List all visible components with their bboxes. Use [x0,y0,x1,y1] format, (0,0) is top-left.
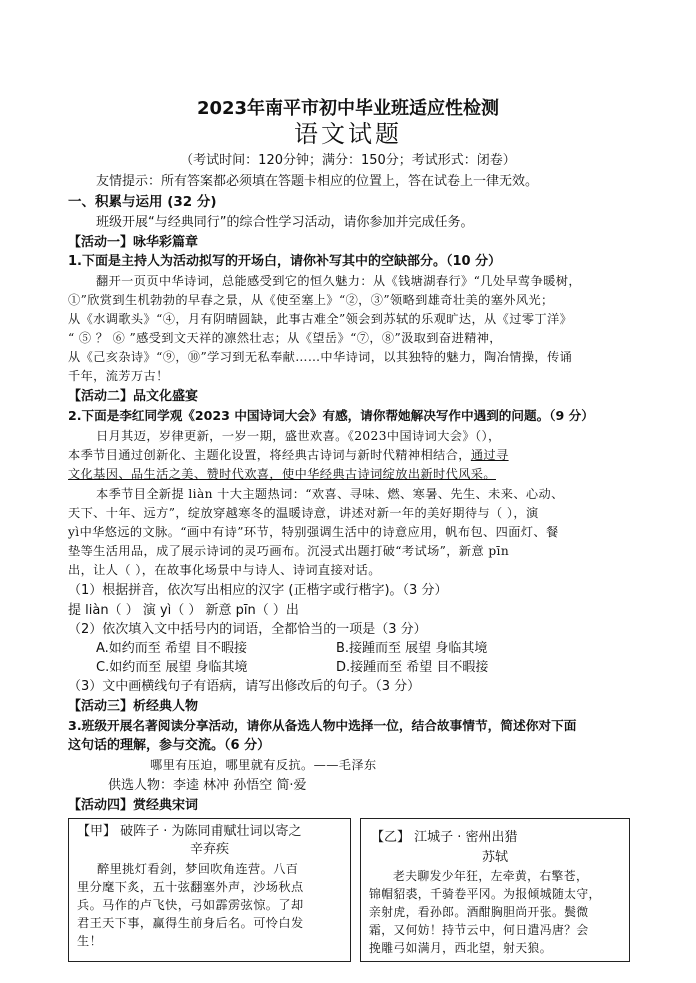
paragraph-line: 从《己亥杂诗》“⑨，⑩”学习到无私奉献……中华诗词，以其独特的魅力，陶冶情操，传诵 [68,350,573,364]
paragraph-line: 垫等生活用品，成了展示诗词的灵巧画布。沉浸式出题打破“考试场”，新意 pīn [68,544,510,558]
notice: 友情提示：所有答案都必须填在答题卡相应的位置上，答在试卷上一律无效。 [96,174,539,189]
poem-line: 生！ [77,934,103,948]
exam-info: （考试时间：120分钟；满分：150分；考试形式：闭卷） [180,153,516,168]
sub-question-3: （3）文中画横线句子有语病，请写出修改后的句子。（3 分） [68,679,421,694]
option-c: C.如约而至 展望 身临其境 [96,660,248,675]
poem-line: 君王天下事，赢得生前身后名。可怜白发 [77,916,304,930]
section-heading: 一、积累与运用 (32 分) [68,194,217,210]
paragraph-line: 天下、十年、远方”，绽放穿越寒冬的温暖诗意，讲述对新一年的美好期待与（ ），演 [68,506,539,520]
poem-line: 霜，又何妨！持节云中，何日遣冯唐？会 [369,923,589,937]
activity3-label: 【活动三】析经典人物 [68,699,199,714]
poem-author: 辛弃疾 [189,842,229,857]
fill-blanks: 提 liàn（ ） 演 yì（ ） 新意 pīn（ ）出 [68,603,299,618]
poem-line: 亲射虎，看孙郎。酒酣胸胆尚开张。鬓微 [369,905,589,919]
section-intro: 班级开展“与经典同行”的综合性学习活动，请你参加并完成任务。 [96,215,474,230]
poem-line: 挽雕弓如满月，西北望，射天狼。 [369,941,552,955]
option-a: A.如约而至 希望 目不暇接 [96,641,248,656]
activity4-label: 【活动四】赏经典宋词 [68,798,199,813]
subject-title: 语文试题 [294,120,402,148]
question-1: 1.下面是主持人为活动拟写的开场白，请你补写其中的空缺部分。（10 分） [68,254,502,269]
poem-title: 【乙】 江城子 · 密州出猎 [371,830,518,845]
underlined-sentence: 通过寻 [470,448,509,462]
paragraph-line: 出，让人（ ），在故事化场景中与诗人、诗词直接对话。 [68,563,381,577]
paragraph-line: 翻开一页页中华诗词，总能感受到它的恒久魅力：从《钱塘湖春行》“几处早莺争暖树， [96,274,581,288]
poem-line: 老夫聊发少年狂，左牵黄，右擎苍， [393,869,589,883]
poem-box-jia [68,818,351,962]
paragraph-line: 本季节目通过创新化、主题化设置，将经典古诗词与新时代精神相结合，通过寻 [68,448,509,462]
option-b: B.接踵而至 展望 身临其境 [336,641,488,656]
sub-question-2: （2）依次填入文中括号内的词语，全都恰当的一项是（3 分） [68,622,427,637]
option-d: D.接踵而至 希望 目不暇接 [336,660,489,675]
sub-question-1: （1）根据拼音，依次写出相应的汉字 (正楷字或行楷字)。（3 分） [68,583,448,598]
poem-title: 【甲】 破阵子 · 为陈同甫赋壮词以寄之 [77,824,302,839]
poem-line: 兵。马作的卢飞快，弓如霹雳弦惊。了却 [77,898,304,912]
question-3-cont: 这句话的理解，参与交流。（6 分） [68,738,271,753]
poem-author: 苏轼 [481,850,508,865]
poem-line: 锦帽貂裘，千骑卷平冈。为报倾城随太守， [369,887,601,901]
poem-line: 醉里挑灯看剑，梦回吹角连营。八百 [97,862,299,876]
paragraph-line: 千年，流芳万古！ [68,369,169,383]
candidates: 供选人物：李逵 林冲 孙悟空 简·爱 [108,778,307,793]
poem-line: 里分麾下炙，五十弦翻塞外声，沙场秋点 [77,880,304,894]
question-2: 2.下面是李红同学观《2023 中国诗词大会》有感，请你帮她解决写作中遇到的问题。（9 分） [68,408,594,423]
paragraph-line: ①”欣赏到生机勃勃的早春之景，从《使至塞上》“②，③”领略到雄奇壮美的塞外风光； [68,293,554,307]
exam-title: 2023年南平市初中毕业班适应性检测 [196,98,500,119]
paragraph-line: 从《水调歌头》“④，月有阴晴圆缺，此事古难全”领会到苏轼的乐观旷达，从《过零丁洋》 [68,312,573,326]
paragraph-line: 本季节目全新提 liàn 十大主题热词：“欢喜、寻味、燃、寒暑、先生、未来、心动、 [96,487,564,501]
poem-box-yi [360,818,630,962]
quote: 哪里有压迫，哪里就有反抗。——毛泽东 [150,758,377,772]
activity2-label: 【活动二】品文化盛宴 [68,389,199,404]
paragraph-line: 日月其迈，岁律更新，一岁一期，盛世欢喜。《2023中国诗词大会》（）， [96,429,501,443]
paragraph-line: yì中华悠远的文脉。“画中有诗”环节，特别强调生活中的诗意应用，帆布包、四面灯、餐 [68,525,559,539]
underlined-sentence: 文化基因、品生活之美、赞时代欢喜，使中华经典古诗词绽放出新时代风采。 [68,467,496,481]
paragraph-line: “ ⑤ ？ ⑥ ”感受到文天祥的凛然壮志；从《望岳》“⑦，⑧”汲取到奋进精神， [68,331,502,345]
question-3: 3.班级开展名著阅读分享活动，请你从备选人物中选择一位，结合故事情节，简述你对下面 [68,718,577,733]
activity1-label: 【活动一】咏华彩篇章 [68,235,199,250]
